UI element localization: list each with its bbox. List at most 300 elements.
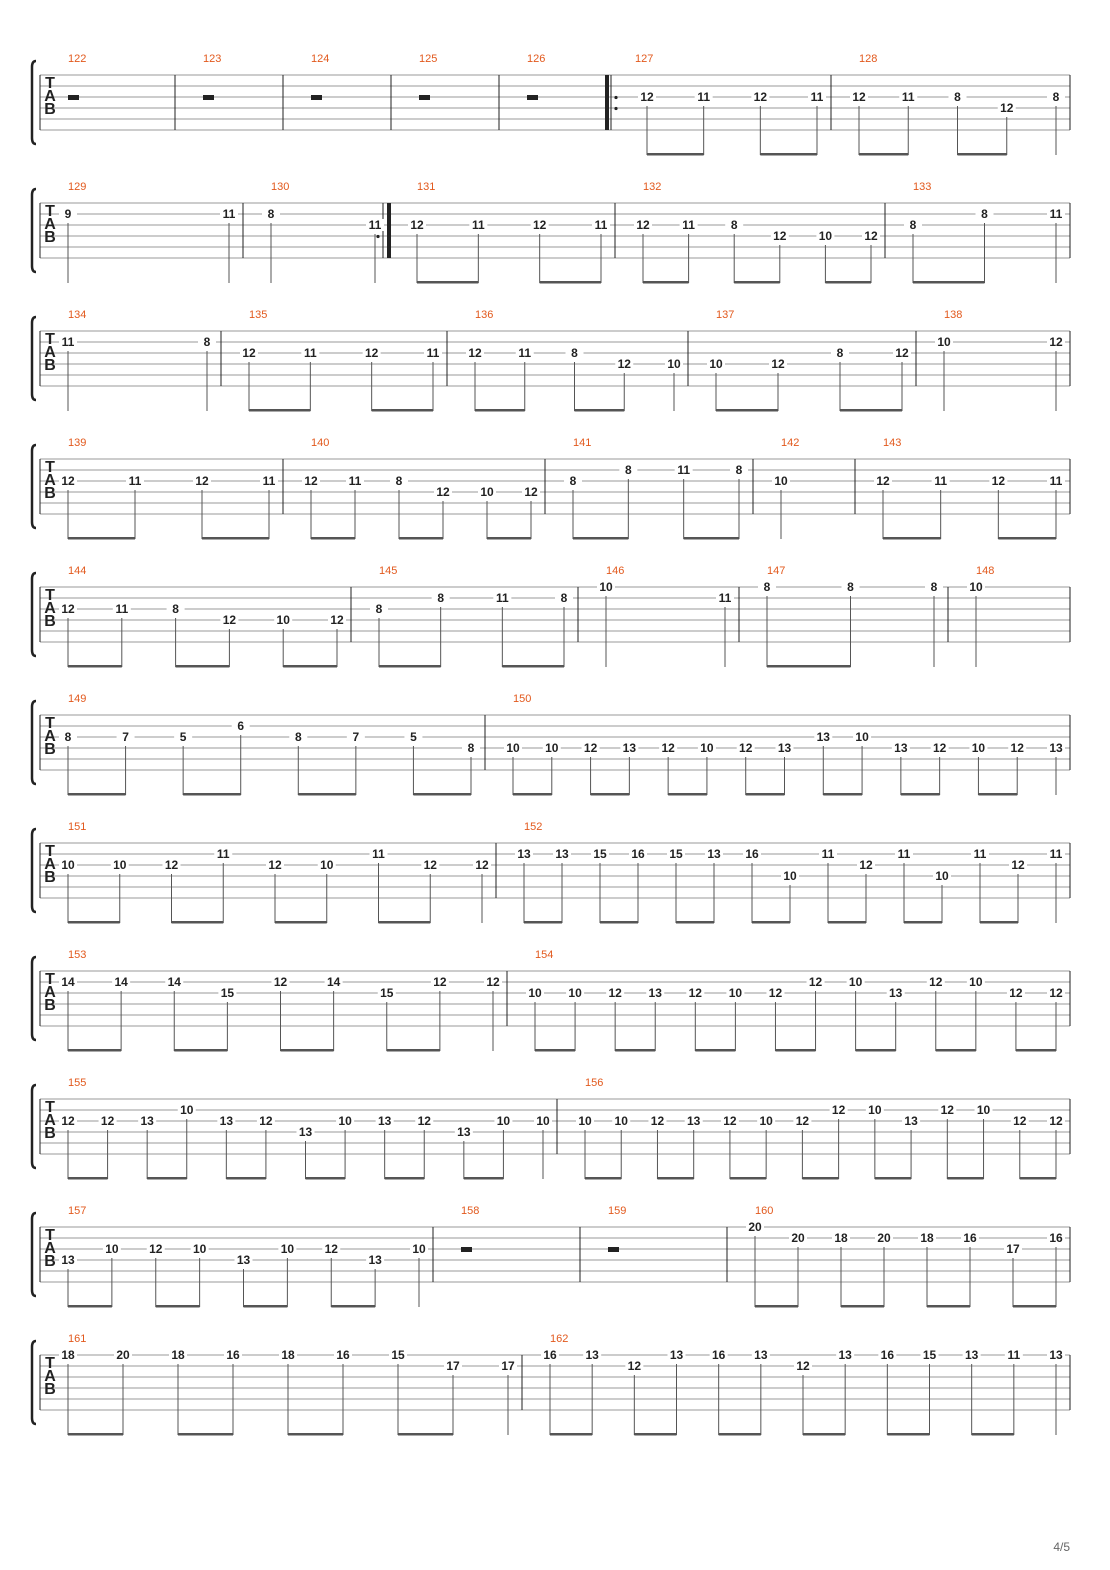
fret-number: 12 (1011, 858, 1025, 872)
fret-number: 11 (821, 847, 835, 861)
fret-number: 11 (901, 90, 915, 104)
beam (68, 1049, 121, 1052)
measure (59, 1077, 552, 1180)
fret-number: 10 (937, 335, 951, 349)
fret-number: 13 (707, 847, 721, 861)
fret-number: 7 (122, 730, 129, 744)
beam (887, 1433, 929, 1436)
fret-number: 10 (976, 1103, 991, 1117)
fret-number: 11 (810, 90, 824, 104)
fret-number: 17 (446, 1359, 460, 1373)
tab-clef-letter: A (44, 88, 56, 105)
measure (564, 437, 748, 540)
fret-number: 10 (614, 1114, 628, 1128)
measure (608, 1205, 626, 1252)
system-bracket (32, 189, 36, 272)
fret-number: 8 (730, 218, 738, 232)
beam (684, 537, 739, 540)
tab-clef-letter: B (44, 101, 56, 118)
fret-number: 6 (237, 719, 245, 733)
measure (605, 53, 826, 156)
tab-clef-letter: B (44, 485, 56, 502)
fret-number: 10 (480, 485, 494, 499)
repeat-end-bar (387, 203, 391, 258)
beam (1016, 1049, 1056, 1052)
fret-number: 13 (894, 741, 908, 755)
measure (935, 309, 1065, 411)
fret-number: 10 (599, 580, 613, 594)
measure-number: 151 (68, 821, 87, 833)
measure (527, 53, 545, 100)
beam (575, 409, 625, 412)
measure-number: 135 (249, 309, 268, 321)
beam (746, 793, 785, 796)
fret-number: 12 (932, 741, 947, 755)
measure (59, 309, 216, 411)
fret-number: 12 (524, 485, 538, 499)
measure (59, 949, 502, 1052)
measure-number: 134 (68, 309, 87, 321)
fret-number: 10 (818, 229, 833, 243)
measure-number: 162 (550, 1333, 569, 1345)
beam (387, 1049, 440, 1052)
fret-number: 8 (560, 591, 568, 605)
fret-number: 10 (969, 975, 983, 989)
measure-number: 156 (585, 1077, 604, 1089)
system-bracket (32, 1213, 36, 1296)
repeat-start-bar (605, 75, 609, 130)
beam (68, 537, 135, 540)
tab-clef-letter: A (44, 216, 56, 233)
beam (68, 1177, 108, 1180)
fret-number: 10 (545, 741, 559, 755)
beam (719, 1433, 761, 1436)
tab-clef-letter: A (44, 856, 56, 873)
fret-number: 16 (226, 1348, 240, 1362)
system-bracket (32, 1085, 36, 1168)
fret-number: 18 (171, 1348, 185, 1362)
beam (927, 1305, 970, 1308)
beam (68, 1305, 112, 1308)
beam (591, 793, 630, 796)
fret-number: 11 (973, 847, 987, 861)
fret-number: 12 (583, 741, 598, 755)
fret-number: 15 (220, 986, 235, 1000)
fret-number: 8 (267, 207, 275, 221)
measure-number: 158 (461, 1205, 480, 1217)
fret-number: 12 (796, 1359, 810, 1373)
fret-number: 10 (728, 986, 743, 1000)
beam (716, 409, 778, 412)
measure (541, 1333, 1065, 1436)
fret-number: 10 (180, 1103, 194, 1117)
fret-number: 12 (324, 1242, 338, 1256)
beam (288, 1433, 343, 1436)
measure-number: 132 (643, 181, 662, 193)
measure (758, 565, 943, 668)
fret-number: 12 (1049, 335, 1063, 349)
beam (856, 1049, 896, 1052)
fret-number: 12 (486, 975, 500, 989)
fret-number: 12 (650, 1114, 665, 1128)
fret-number: 18 (834, 1231, 848, 1245)
measure-number: 129 (68, 181, 87, 193)
measure (262, 181, 391, 283)
fret-number: 12 (417, 1114, 431, 1128)
beam (958, 153, 1007, 156)
beam (535, 1049, 575, 1052)
beam (399, 537, 443, 540)
fret-number: 13 (377, 1114, 392, 1128)
measure-number: 136 (475, 309, 494, 321)
fret-number: 7 (352, 730, 360, 744)
fret-number: 16 (711, 1348, 726, 1362)
beam (417, 281, 478, 284)
tab-clef-letter: T (45, 75, 55, 92)
measure-number: 142 (781, 437, 800, 449)
beam (980, 921, 1018, 924)
fret-number: 12 (859, 858, 873, 872)
fret-number: 16 (543, 1348, 557, 1362)
beam (615, 1049, 655, 1052)
tab-clef-letter: B (44, 357, 56, 374)
fret-number: 11 (934, 474, 948, 488)
beam (676, 921, 714, 924)
fret-number: 10 (667, 357, 681, 371)
measure-number: 155 (68, 1077, 87, 1089)
system-bracket (32, 445, 36, 528)
fret-number: 15 (391, 1348, 405, 1362)
rest-symbol (419, 95, 430, 100)
fret-number: 12 (864, 229, 878, 243)
tab-clef-letter: A (44, 728, 56, 745)
fret-number: 16 (336, 1348, 350, 1362)
beam (68, 1433, 123, 1436)
beam (331, 1305, 375, 1308)
fret-number: 13 (669, 1348, 684, 1362)
fret-number: 8 (954, 90, 961, 104)
beam (913, 281, 985, 284)
fret-number: 12 (149, 1242, 163, 1256)
measure-number: 138 (944, 309, 963, 321)
tab-system (32, 1205, 1070, 1308)
beam (875, 1177, 911, 1180)
beam (634, 1433, 676, 1436)
fret-number: 14 (114, 975, 128, 989)
fret-number: 18 (61, 1348, 75, 1362)
tab-clef-letter: T (45, 715, 55, 732)
fret-number: 10 (783, 869, 797, 883)
fret-number: 15 (593, 847, 607, 861)
beam (174, 1049, 227, 1052)
fret-number: 11 (128, 474, 142, 488)
tab-system (32, 565, 1070, 668)
fret-number: 13 (555, 847, 569, 861)
fret-number: 14 (167, 975, 181, 989)
fret-number: 12 (273, 975, 288, 989)
fret-number: 10 (506, 741, 520, 755)
beam (178, 1433, 233, 1436)
beam (859, 153, 908, 156)
fret-number: 8 (624, 463, 632, 477)
beam (901, 793, 940, 796)
fret-number: 12 (410, 218, 424, 232)
measure (515, 821, 1065, 924)
system-bracket (32, 317, 36, 400)
fret-number: 15 (922, 1348, 937, 1362)
fret-number: 12 (259, 1114, 273, 1128)
page-number: 4/5 (1053, 1540, 1070, 1554)
measure-number: 147 (767, 565, 786, 577)
fret-number: 11 (518, 346, 532, 360)
fret-number: 10 (568, 986, 582, 1000)
measure (370, 565, 573, 668)
fret-number: 12 (640, 90, 654, 104)
rest-symbol (461, 1247, 472, 1252)
measure-number: 157 (68, 1205, 87, 1217)
fret-number: 11 (677, 463, 691, 477)
measure-number: 133 (913, 181, 932, 193)
fret-number: 12 (61, 1114, 75, 1128)
fret-number: 10 (320, 858, 334, 872)
fret-number: 13 (622, 741, 637, 755)
fret-number: 13 (140, 1114, 154, 1128)
fret-number: 13 (1049, 741, 1063, 755)
fret-number: 12 (1049, 986, 1063, 1000)
fret-number: 20 (877, 1231, 891, 1245)
fret-number: 13 (754, 1348, 768, 1362)
beam (298, 793, 356, 796)
fret-number: 13 (964, 1348, 979, 1362)
fret-number: 12 (242, 346, 256, 360)
fret-number: 8 (909, 218, 917, 232)
fret-number: 11 (262, 474, 276, 488)
tab-clef-letter: B (44, 869, 56, 886)
beam (68, 921, 120, 924)
fret-number: 12 (991, 474, 1006, 488)
fret-number: 8 (437, 591, 445, 605)
measure (59, 1333, 517, 1436)
fret-number: 12 (1049, 1114, 1063, 1128)
beam (643, 281, 689, 284)
measure (59, 821, 491, 924)
measure (203, 53, 221, 100)
repeat-dot (614, 96, 617, 99)
beam (730, 1177, 766, 1180)
beam (760, 153, 817, 156)
beam (734, 281, 780, 284)
beam (752, 921, 790, 924)
measure-number: 140 (311, 437, 330, 449)
fret-number: 12 (436, 485, 450, 499)
measure-number: 123 (203, 53, 222, 65)
beam (585, 1177, 621, 1180)
fret-number: 12 (61, 602, 75, 616)
tab-system (32, 53, 1070, 156)
tab-clef-letter: T (45, 843, 55, 860)
fret-number: 12 (268, 858, 282, 872)
fret-number: 12 (768, 986, 783, 1000)
fret-number: 10 (700, 741, 714, 755)
tab-system (32, 693, 1070, 796)
fret-number: 13 (687, 1114, 701, 1128)
system-bracket (32, 957, 36, 1040)
tab-clef-letter: T (45, 1355, 55, 1372)
tab-clef-letter: A (44, 1368, 56, 1385)
beam (600, 921, 638, 924)
system-bracket (32, 829, 36, 912)
fret-number: 13 (298, 1125, 313, 1139)
tab-clef-letter: B (44, 1253, 56, 1270)
fret-number: 14 (61, 975, 75, 989)
fret-number: 9 (64, 207, 72, 221)
beam (647, 153, 704, 156)
measure (597, 565, 734, 667)
fret-number: 12 (771, 357, 785, 371)
measure-number: 159 (608, 1205, 627, 1217)
measure-number: 160 (755, 1205, 774, 1217)
beam (1013, 1305, 1056, 1308)
measure (408, 181, 610, 284)
fret-number: 12 (195, 474, 209, 488)
beam (998, 537, 1056, 540)
rest-symbol (608, 1247, 619, 1252)
fret-number: 10 (192, 1242, 207, 1256)
tab-system (32, 1333, 1070, 1436)
fret-number: 12 (808, 975, 823, 989)
fret-number: 8 (294, 730, 302, 744)
beam (978, 793, 1017, 796)
fret-number: 8 (467, 741, 475, 755)
fret-number: 8 (735, 463, 743, 477)
measure-number: 153 (68, 949, 87, 961)
measure (59, 565, 346, 668)
fret-number: 12 (831, 1103, 846, 1117)
fret-number: 13 (585, 1348, 599, 1362)
tab-clef-letter: A (44, 1112, 56, 1129)
measure (302, 437, 540, 540)
beam (281, 1049, 334, 1052)
measure (59, 1205, 428, 1308)
beam (775, 1049, 815, 1052)
fret-number: 8 (569, 474, 577, 488)
fret-number: 10 (528, 986, 542, 1000)
measure-number: 127 (635, 53, 654, 65)
measure-number: 125 (419, 53, 438, 65)
fret-number: 12 (940, 1103, 954, 1117)
measure (461, 1205, 479, 1252)
fret-number: 13 (816, 730, 830, 744)
measure (746, 1205, 1065, 1308)
fret-number: 12 (304, 474, 318, 488)
system-bracket (32, 61, 36, 144)
fret-number: 12 (895, 346, 909, 360)
fret-number: 8 (375, 602, 383, 616)
beam (550, 1433, 592, 1436)
tab-clef-letter: B (44, 1125, 56, 1142)
fret-number: 12 (753, 90, 768, 104)
fret-number: 12 (164, 858, 179, 872)
fret-number: 11 (222, 207, 236, 221)
beam (283, 665, 337, 668)
fret-number: 13 (219, 1114, 234, 1128)
fret-number: 11 (471, 218, 485, 232)
tab-clef-letter: T (45, 971, 55, 988)
fret-number: 12 (773, 229, 787, 243)
tab-clef-letter: T (45, 1227, 55, 1244)
fret-number: 10 (61, 858, 75, 872)
measure-number: 143 (883, 437, 902, 449)
tab-clef-letter: A (44, 472, 56, 489)
measure (59, 693, 480, 796)
fret-number: 12 (532, 218, 547, 232)
fret-number: 12 (475, 858, 489, 872)
fret-number: 10 (105, 1242, 119, 1256)
measure-number: 139 (68, 437, 87, 449)
fret-number: 11 (1007, 1348, 1021, 1362)
fret-number: 10 (412, 1242, 426, 1256)
measure-number: 141 (573, 437, 592, 449)
fret-number: 10 (969, 580, 983, 594)
fret-number: 11 (372, 847, 385, 861)
tab-clef-letter: B (44, 997, 56, 1014)
fret-number: 11 (368, 218, 382, 232)
beam (841, 1305, 884, 1308)
tab-system (32, 821, 1070, 924)
fret-number: 11 (1049, 847, 1063, 861)
measure-number: 130 (271, 181, 290, 193)
tab-clef-letter: A (44, 600, 56, 617)
beam (540, 281, 601, 284)
fret-number: 8 (1052, 90, 1060, 104)
fret-number: 12 (617, 357, 631, 371)
fret-number: 13 (517, 847, 531, 861)
beam (249, 409, 310, 412)
fret-number: 12 (468, 346, 482, 360)
fret-number: 8 (395, 474, 403, 488)
fret-number: 12 (1000, 101, 1014, 115)
beam (657, 1177, 693, 1180)
beam (398, 1433, 453, 1436)
fret-number: 12 (739, 741, 753, 755)
tab-clef-letter: A (44, 984, 56, 1001)
measure-number: 154 (535, 949, 554, 961)
beam (306, 1177, 346, 1180)
beam (936, 1049, 976, 1052)
fret-number: 11 (216, 847, 230, 861)
fret-number: 8 (172, 602, 179, 616)
fret-number: 20 (116, 1348, 130, 1362)
fret-number: 11 (682, 218, 695, 232)
rest-symbol (68, 95, 79, 100)
beam (487, 537, 531, 540)
fret-number: 12 (929, 975, 943, 989)
beam (524, 921, 562, 924)
fret-number: 11 (718, 591, 732, 605)
fret-number: 13 (368, 1253, 382, 1267)
fret-number: 8 (847, 580, 854, 594)
beam (668, 793, 707, 796)
beam (828, 921, 866, 924)
measure (240, 309, 442, 412)
fret-number: 12 (100, 1114, 115, 1128)
fret-number: 10 (759, 1114, 773, 1128)
beam (695, 1049, 735, 1052)
beam (464, 1177, 504, 1180)
beam (755, 1305, 798, 1308)
fret-number: 11 (697, 90, 711, 104)
fret-number: 13 (457, 1125, 471, 1139)
